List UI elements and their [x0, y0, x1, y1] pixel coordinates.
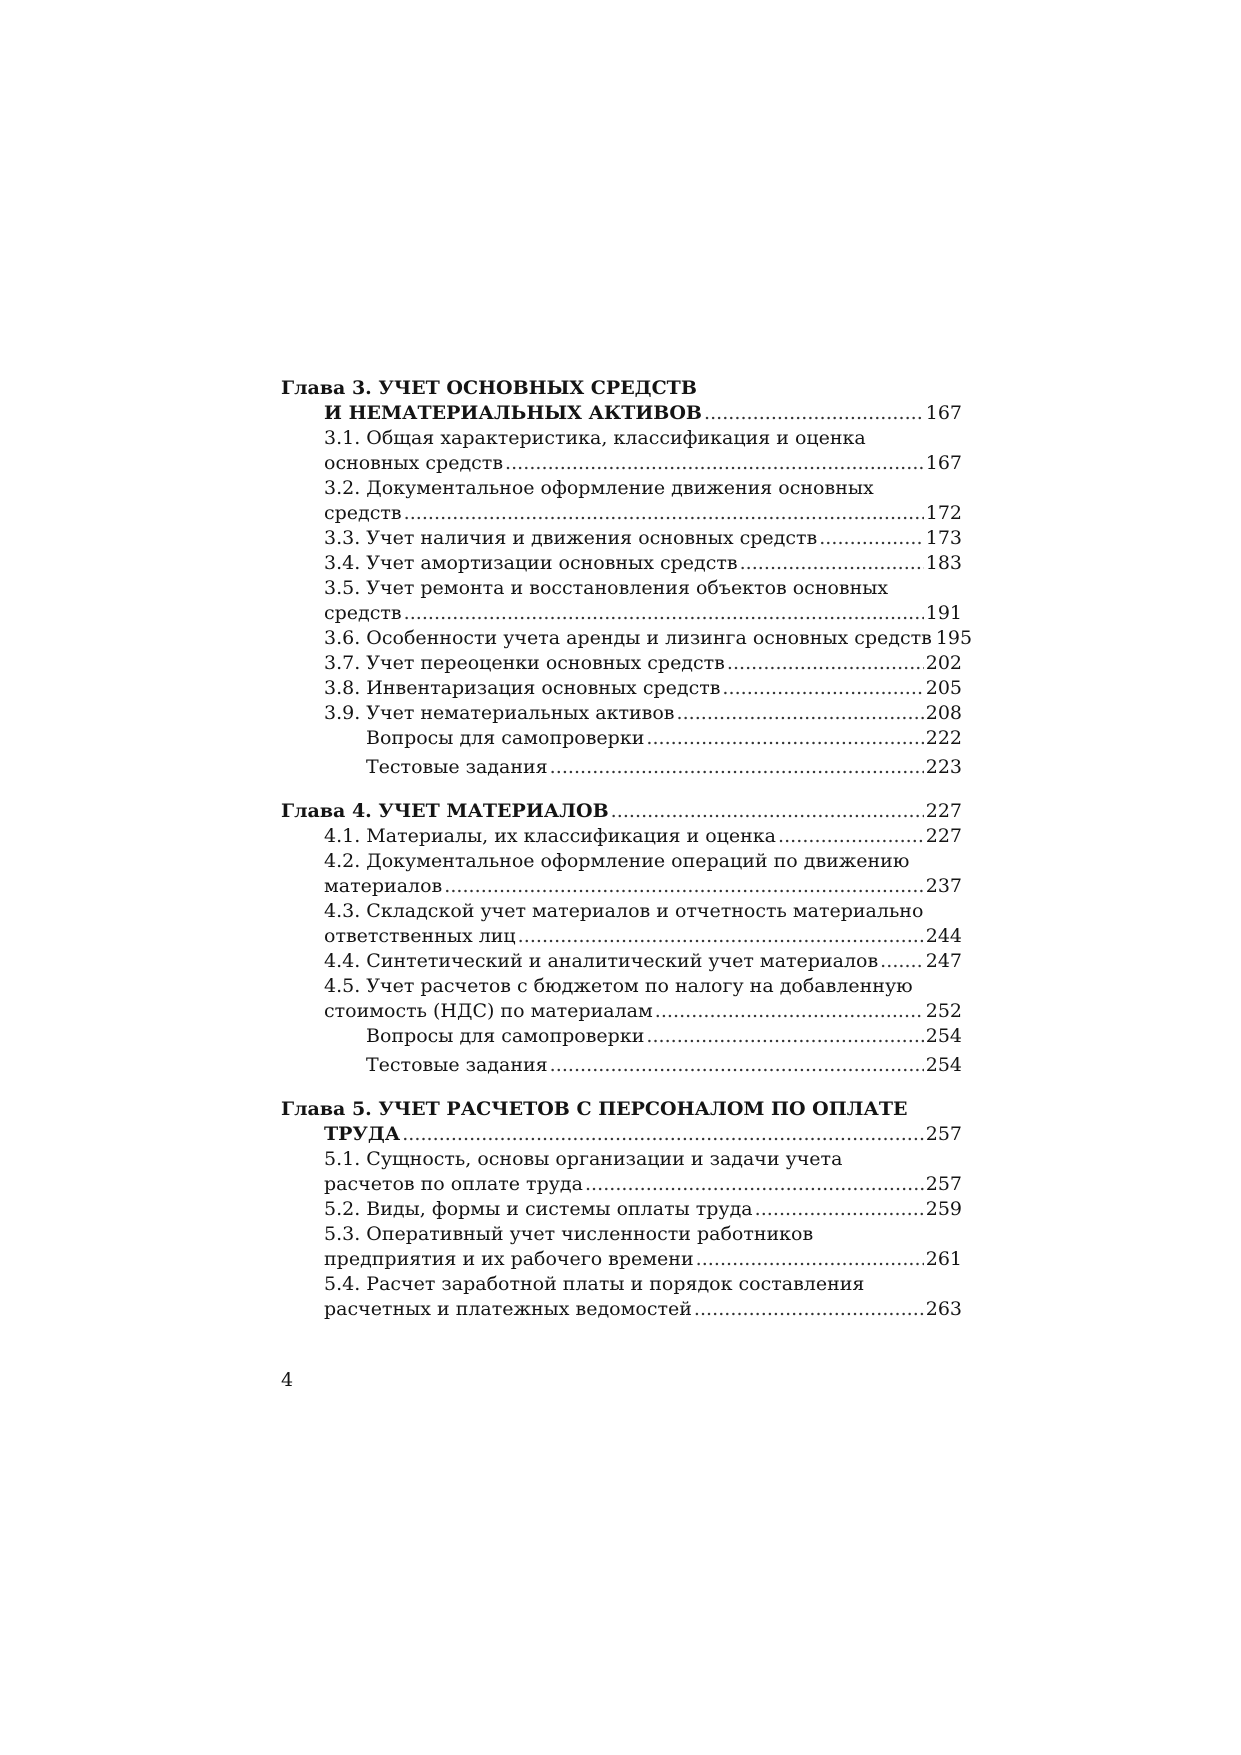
chapter-block [281, 376, 973, 784]
extra-entry [281, 1024, 962, 1053]
section-entry-cont [281, 451, 962, 476]
chapter-title-text: Глава 3. УЧЕТ ОСНОВНЫХ СРЕДСТВ [281, 377, 697, 399]
chapter-title-text: Глава 5. УЧЕТ РАСЧЕТОВ С ПЕРСОНАЛОМ ПО ОПЛАТЕ [281, 1098, 908, 1120]
section-entry-text: 4.3. Складской учет материалов и отчетность материально [324, 900, 924, 922]
section-entry-page: 208 [925, 702, 962, 724]
section-entry-page: 227 [925, 825, 962, 847]
leader-dots [585, 1172, 924, 1197]
chapter-title [281, 799, 962, 824]
section-entry-cont [281, 874, 962, 899]
extra-entry-text: Вопросы для самопроверки [366, 727, 645, 749]
section-entry-cont [281, 601, 962, 626]
extra-entry [281, 1053, 962, 1082]
chapter-title-cont [281, 1122, 962, 1147]
leader-dots [550, 1053, 924, 1078]
section-entry-text: 3.4. Учет амортизации основных средств [324, 552, 738, 574]
extra-entry-page: 254 [925, 1054, 962, 1076]
section-entry-cont-page: 172 [925, 502, 962, 524]
chapter-title [281, 376, 962, 401]
leader-dots [404, 601, 924, 626]
chapter-title-cont-text: ТРУДА [324, 1123, 401, 1145]
leader-dots [880, 949, 924, 974]
section-entry [281, 701, 962, 726]
section-entry [281, 949, 962, 974]
leader-dots [402, 1122, 924, 1147]
leader-dots [819, 526, 924, 551]
section-entry-text: 5.3. Оперативный учет численности работников [324, 1223, 814, 1245]
section-entry-cont [281, 1172, 962, 1197]
extra-entry-page: 254 [925, 1025, 962, 1047]
chapter-title-cont-text: И НЕМАТЕРИАЛЬНЫХ АКТИВОВ [324, 402, 702, 424]
section-entry [281, 1272, 962, 1297]
leader-dots [722, 676, 923, 701]
section-entry-text: 3.3. Учет наличия и движения основных средств [324, 527, 818, 549]
leader-dots [444, 874, 924, 899]
section-entry-cont [281, 999, 962, 1024]
section-entry-cont-text: средств [324, 602, 402, 624]
section-entry-cont-text: расчетных и платежных ведомостей [324, 1298, 692, 1320]
chapter-block [281, 799, 962, 1082]
section-entry [281, 526, 962, 551]
chapter-title-cont [281, 401, 962, 426]
leader-dots [696, 1247, 924, 1272]
section-entry-text: 3.7. Учет переоценки основных средств [324, 652, 725, 674]
section-entry-page: 247 [925, 950, 962, 972]
extra-entry [281, 726, 962, 755]
section-entry-cont [281, 501, 962, 526]
section-entry [281, 974, 962, 999]
section-entry-cont-page: 263 [925, 1298, 962, 1320]
section-entry-text: 3.2. Документальное оформление движения основных [324, 477, 874, 499]
section-entry-page: 195 [935, 627, 973, 649]
section-entry-text: 4.4. Синтетический и аналитический учет материалов [324, 950, 879, 972]
section-entry [281, 576, 962, 601]
leader-dots [727, 651, 924, 676]
section-entry-text: 4.2. Документальное оформление операций по движению [324, 850, 910, 872]
section-entry-text: 3.8. Инвентаризация основных средств [324, 677, 721, 699]
section-entry [281, 626, 973, 651]
extra-entry-text: Тестовые задания [366, 1054, 548, 1076]
leader-dots [611, 799, 924, 824]
section-entry [281, 676, 962, 701]
section-entry-cont [281, 924, 962, 949]
section-entry [281, 651, 962, 676]
section-entry-page: 259 [925, 1198, 962, 1220]
section-entry-cont-text: средств [324, 502, 402, 524]
section-entry-page: 183 [925, 552, 962, 574]
section-entry-text: 4.1. Материалы, их классификация и оценка [324, 825, 777, 847]
leader-dots [518, 924, 924, 949]
section-entry-cont-page: 237 [925, 875, 962, 897]
leader-dots [550, 755, 924, 780]
section-entry [281, 426, 962, 451]
section-entry-page: 173 [925, 527, 962, 549]
section-entry [281, 1147, 962, 1172]
section-entry-text: 3.6. Особенности учета аренды и лизинга основных средств [324, 627, 932, 649]
leader-dots [755, 1197, 924, 1222]
chapter-title-page: 227 [925, 800, 962, 822]
leader-dots [505, 451, 924, 476]
section-entry-text: 5.1. Сущность, основы организации и задачи учета [324, 1148, 843, 1170]
section-entry-text: 3.5. Учет ремонта и восстановления объектов основных [324, 577, 889, 599]
section-entry-cont-page: 244 [925, 925, 962, 947]
section-entry-cont-page: 252 [925, 1000, 962, 1022]
extra-entry-page: 222 [925, 727, 962, 749]
section-entry-cont-text: предприятия и их рабочего времени [324, 1248, 694, 1270]
section-entry [281, 1197, 962, 1222]
chapter-title-cont-page: 167 [925, 402, 962, 424]
page-number: 4 [281, 1369, 294, 1391]
leader-dots [404, 501, 924, 526]
leader-dots [676, 701, 923, 726]
section-entry-cont [281, 1247, 962, 1272]
section-entry-cont-text: основных средств [324, 452, 504, 474]
section-entry-text: 5.2. Виды, формы и системы оплаты труда [324, 1198, 753, 1220]
leader-dots [778, 824, 924, 849]
leader-dots [704, 401, 924, 426]
section-entry-text: 3.1. Общая характеристика, классификация и оценка [324, 427, 866, 449]
section-entry-cont-text: материалов [324, 875, 443, 897]
section-entry [281, 824, 962, 849]
section-entry-text: 5.4. Расчет заработной платы и порядок составления [324, 1273, 865, 1295]
section-entry-cont-text: ответственных лиц [324, 925, 516, 947]
section-entry-cont-page: 167 [925, 452, 962, 474]
extra-entry [281, 755, 962, 784]
extra-entry-text: Вопросы для самопроверки [366, 1025, 645, 1047]
section-entry-cont-text: стоимость (НДС) по материалам [324, 1000, 653, 1022]
section-entry-cont [281, 1297, 962, 1322]
section-entry [281, 1222, 962, 1247]
section-entry-cont-page: 191 [925, 602, 962, 624]
chapter-title-cont-page: 257 [925, 1123, 962, 1145]
section-entry-cont-page: 261 [925, 1248, 962, 1270]
leader-dots [646, 726, 923, 751]
section-entry-cont-text: расчетов по оплате труда [324, 1173, 583, 1195]
leader-dots [646, 1024, 923, 1049]
chapter-block [281, 1097, 962, 1322]
table-of-contents [281, 376, 973, 1337]
section-entry [281, 476, 962, 501]
section-entry-page: 202 [925, 652, 962, 674]
extra-entry-page: 223 [925, 756, 962, 778]
chapter-title-text: Глава 4. УЧЕТ МАТЕРИАЛОВ [281, 800, 609, 822]
section-entry [281, 849, 962, 874]
section-entry-cont-page: 257 [925, 1173, 962, 1195]
section-entry [281, 551, 962, 576]
section-entry-page: 205 [925, 677, 962, 699]
section-entry-text: 3.9. Учет нематериальных активов [324, 702, 675, 724]
section-entry-text: 4.5. Учет расчетов с бюджетом по налогу на добавленную [324, 975, 913, 997]
leader-dots [655, 999, 924, 1024]
chapter-title [281, 1097, 962, 1122]
section-entry [281, 899, 962, 924]
leader-dots [740, 551, 924, 576]
leader-dots [694, 1297, 924, 1322]
extra-entry-text: Тестовые задания [366, 756, 548, 778]
